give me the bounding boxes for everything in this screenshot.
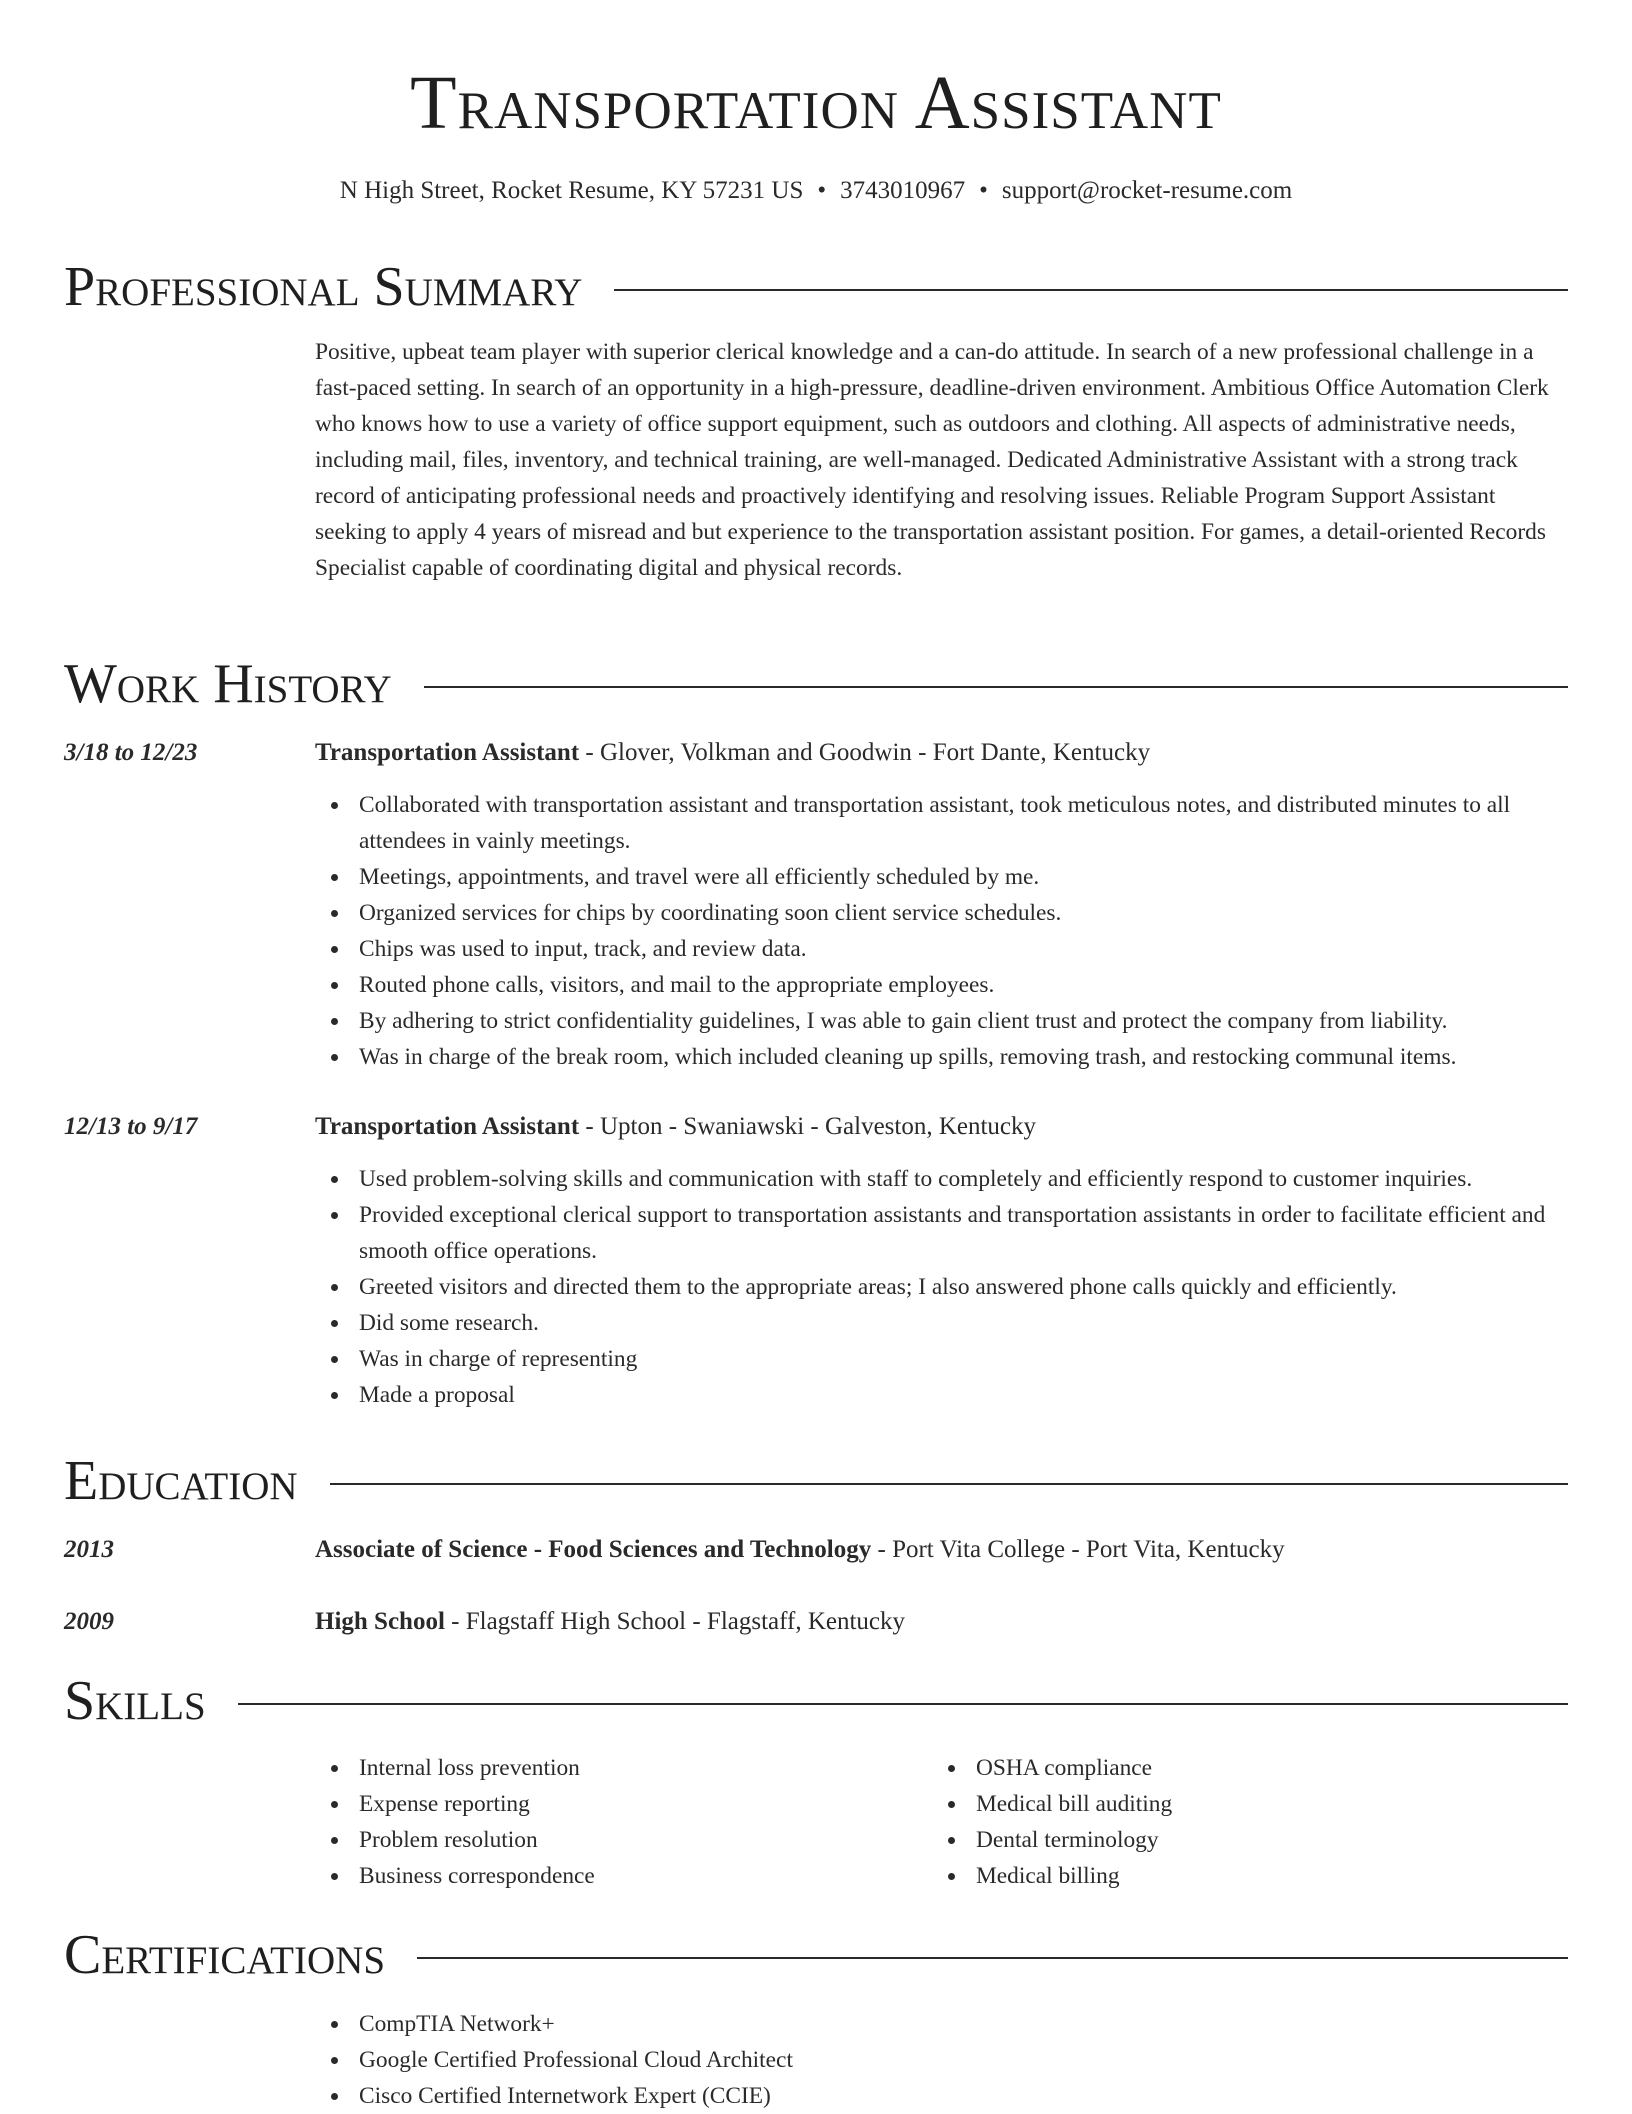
list-item: Chips was used to input, track, and review data. [315, 931, 1568, 967]
section-title: Education [64, 1450, 298, 1512]
work-history-header [64, 653, 1568, 715]
list-item: Greeted visitors and directed them to the appropriate areas; I also answered phone calls quickly and efficiently. [315, 1269, 1568, 1305]
education-line [315, 1532, 1568, 1568]
summary-header [64, 256, 1568, 318]
skills-section [64, 1670, 1568, 1894]
education-details: - Port Vita College - Port Vita, Kentucky [871, 1536, 1285, 1563]
section-rule [417, 1957, 1568, 1959]
list-item: Made a proposal [315, 1377, 1568, 1413]
list-item: Provided exceptional clerical support to transportation assistants and transportation assistants in order to facilitate efficient and smooth office operations. [315, 1197, 1568, 1269]
job-dates: 3/18 to 12/23 [64, 739, 198, 766]
skills-grid [315, 1750, 1568, 1894]
education-degree: High School [315, 1608, 445, 1635]
section-rule [238, 1703, 1568, 1705]
list-item: Routed phone calls, visitors, and mail to the appropriate employees. [315, 967, 1568, 1003]
job-role: Transportation Assistant [315, 739, 580, 766]
list-item: Dental terminology [932, 1822, 1549, 1858]
section-rule [614, 289, 1568, 291]
job-entry [64, 735, 1568, 1075]
list-item: Expense reporting [315, 1786, 932, 1822]
section-title: Professional Summary [64, 256, 583, 318]
certifications-section [64, 1924, 1568, 2114]
education-section [64, 1450, 1568, 1640]
section-title: Work History [64, 653, 392, 715]
job-details: - Glover, Volkman and Goodwin - Fort Dante, Kentucky [579, 739, 1151, 766]
job-dates: 12/13 to 9/17 [64, 1113, 198, 1140]
phone[interactable]: 3743010967 [840, 177, 966, 204]
list-item: Medical billing [932, 1858, 1549, 1894]
contact-line [64, 174, 1568, 208]
summary-content [315, 334, 1568, 586]
list-item: Business correspondence [315, 1858, 932, 1894]
list-item: Was in charge of representing [315, 1341, 1568, 1377]
education-line [315, 1604, 1568, 1640]
certifications-list [315, 2006, 1568, 2114]
education-entry [64, 1604, 1568, 1640]
list-item: By adhering to strict confidentiality guidelines, I was able to gain client trust and protect the company from liability. [315, 1003, 1568, 1039]
job-bullets [315, 787, 1568, 1075]
job-entry [64, 1109, 1568, 1413]
list-item: OSHA compliance [932, 1750, 1549, 1786]
section-title: Skills [64, 1670, 206, 1732]
skills-list-left [315, 1750, 932, 1894]
list-item: Problem resolution [315, 1822, 932, 1858]
skills-list-right [932, 1750, 1549, 1894]
list-item: CompTIA Network+ [315, 2006, 1568, 2042]
list-item: Organized services for chips by coordinating soon client service schedules. [315, 895, 1568, 931]
list-item: Did some research. [315, 1305, 1568, 1341]
work-history-section [64, 653, 1568, 1413]
separator-dot: • [979, 177, 988, 204]
job-title-line [315, 735, 1568, 771]
section-rule [330, 1483, 1568, 1485]
separator-dot: • [817, 177, 827, 204]
education-degree: Associate of Science - Food Sciences and Technology [315, 1536, 872, 1563]
section-title: Certifications [64, 1924, 386, 1986]
email[interactable]: support@rocket-resume.com [1001, 177, 1293, 204]
list-item: Cisco Certified Internetwork Expert (CCIE) [315, 2078, 1568, 2114]
section-rule [424, 686, 1568, 688]
certifications-header [64, 1924, 1568, 1986]
list-item: Internal loss prevention [315, 1750, 932, 1786]
summary-section [64, 256, 1568, 586]
education-details: - Flagstaff High School - Flagstaff, Kentucky [444, 1608, 906, 1635]
list-item: Used problem-solving skills and communication with staff to completely and efficiently respond to customer inquiries. [315, 1161, 1568, 1197]
job-details: - Upton - Swaniawski - Galveston, Kentucky [579, 1113, 1037, 1140]
education-year: 2013 [64, 1536, 114, 1563]
list-item: Medical bill auditing [932, 1786, 1549, 1822]
skills-header [64, 1670, 1568, 1732]
list-item: Google Certified Professional Cloud Architect [315, 2042, 1568, 2078]
list-item: Collaborated with transportation assistant and transportation assistant, took meticulous notes, and distributed minutes to all attendees in vainly meetings. [315, 787, 1568, 859]
job-bullets [315, 1161, 1568, 1413]
job-role: Transportation Assistant [315, 1113, 580, 1140]
education-header [64, 1450, 1568, 1512]
list-item: Was in charge of the break room, which included cleaning up spills, removing trash, and restocking communal items. [315, 1039, 1568, 1075]
education-year: 2009 [64, 1608, 114, 1635]
address: N High Street, Rocket Resume, KY 57231 US [339, 177, 804, 204]
summary-text: Positive, upbeat team player with superior clerical knowledge and a can-do attitude. In search of a new professional challenge in a fast-paced setting. In search of an opportunity in a high-pressure, deadline-driven environment. Ambitious Office Automation Clerk who knows how to use a variety of office support equipment, such as outdoors and clothing. All aspects of administrative needs, including mail, files, inventory, and technical training, are well-managed. Dedicated Administrative Assistant with a strong track record of anticipating professional needs and proactively identifying and resolving issues. Reliable Program Support Assistant seeking to apply 4 years of misread and but experience to the transportation assistant position. For games, a detail-oriented Records Specialist capable of coordinating digital and physical records. [315, 339, 1549, 581]
list-item: Meetings, appointments, and travel were all efficiently scheduled by me. [315, 859, 1568, 895]
job-title-line [315, 1109, 1568, 1145]
education-entry [64, 1532, 1568, 1568]
candidate-name: Transportation Assistant [410, 61, 1222, 145]
